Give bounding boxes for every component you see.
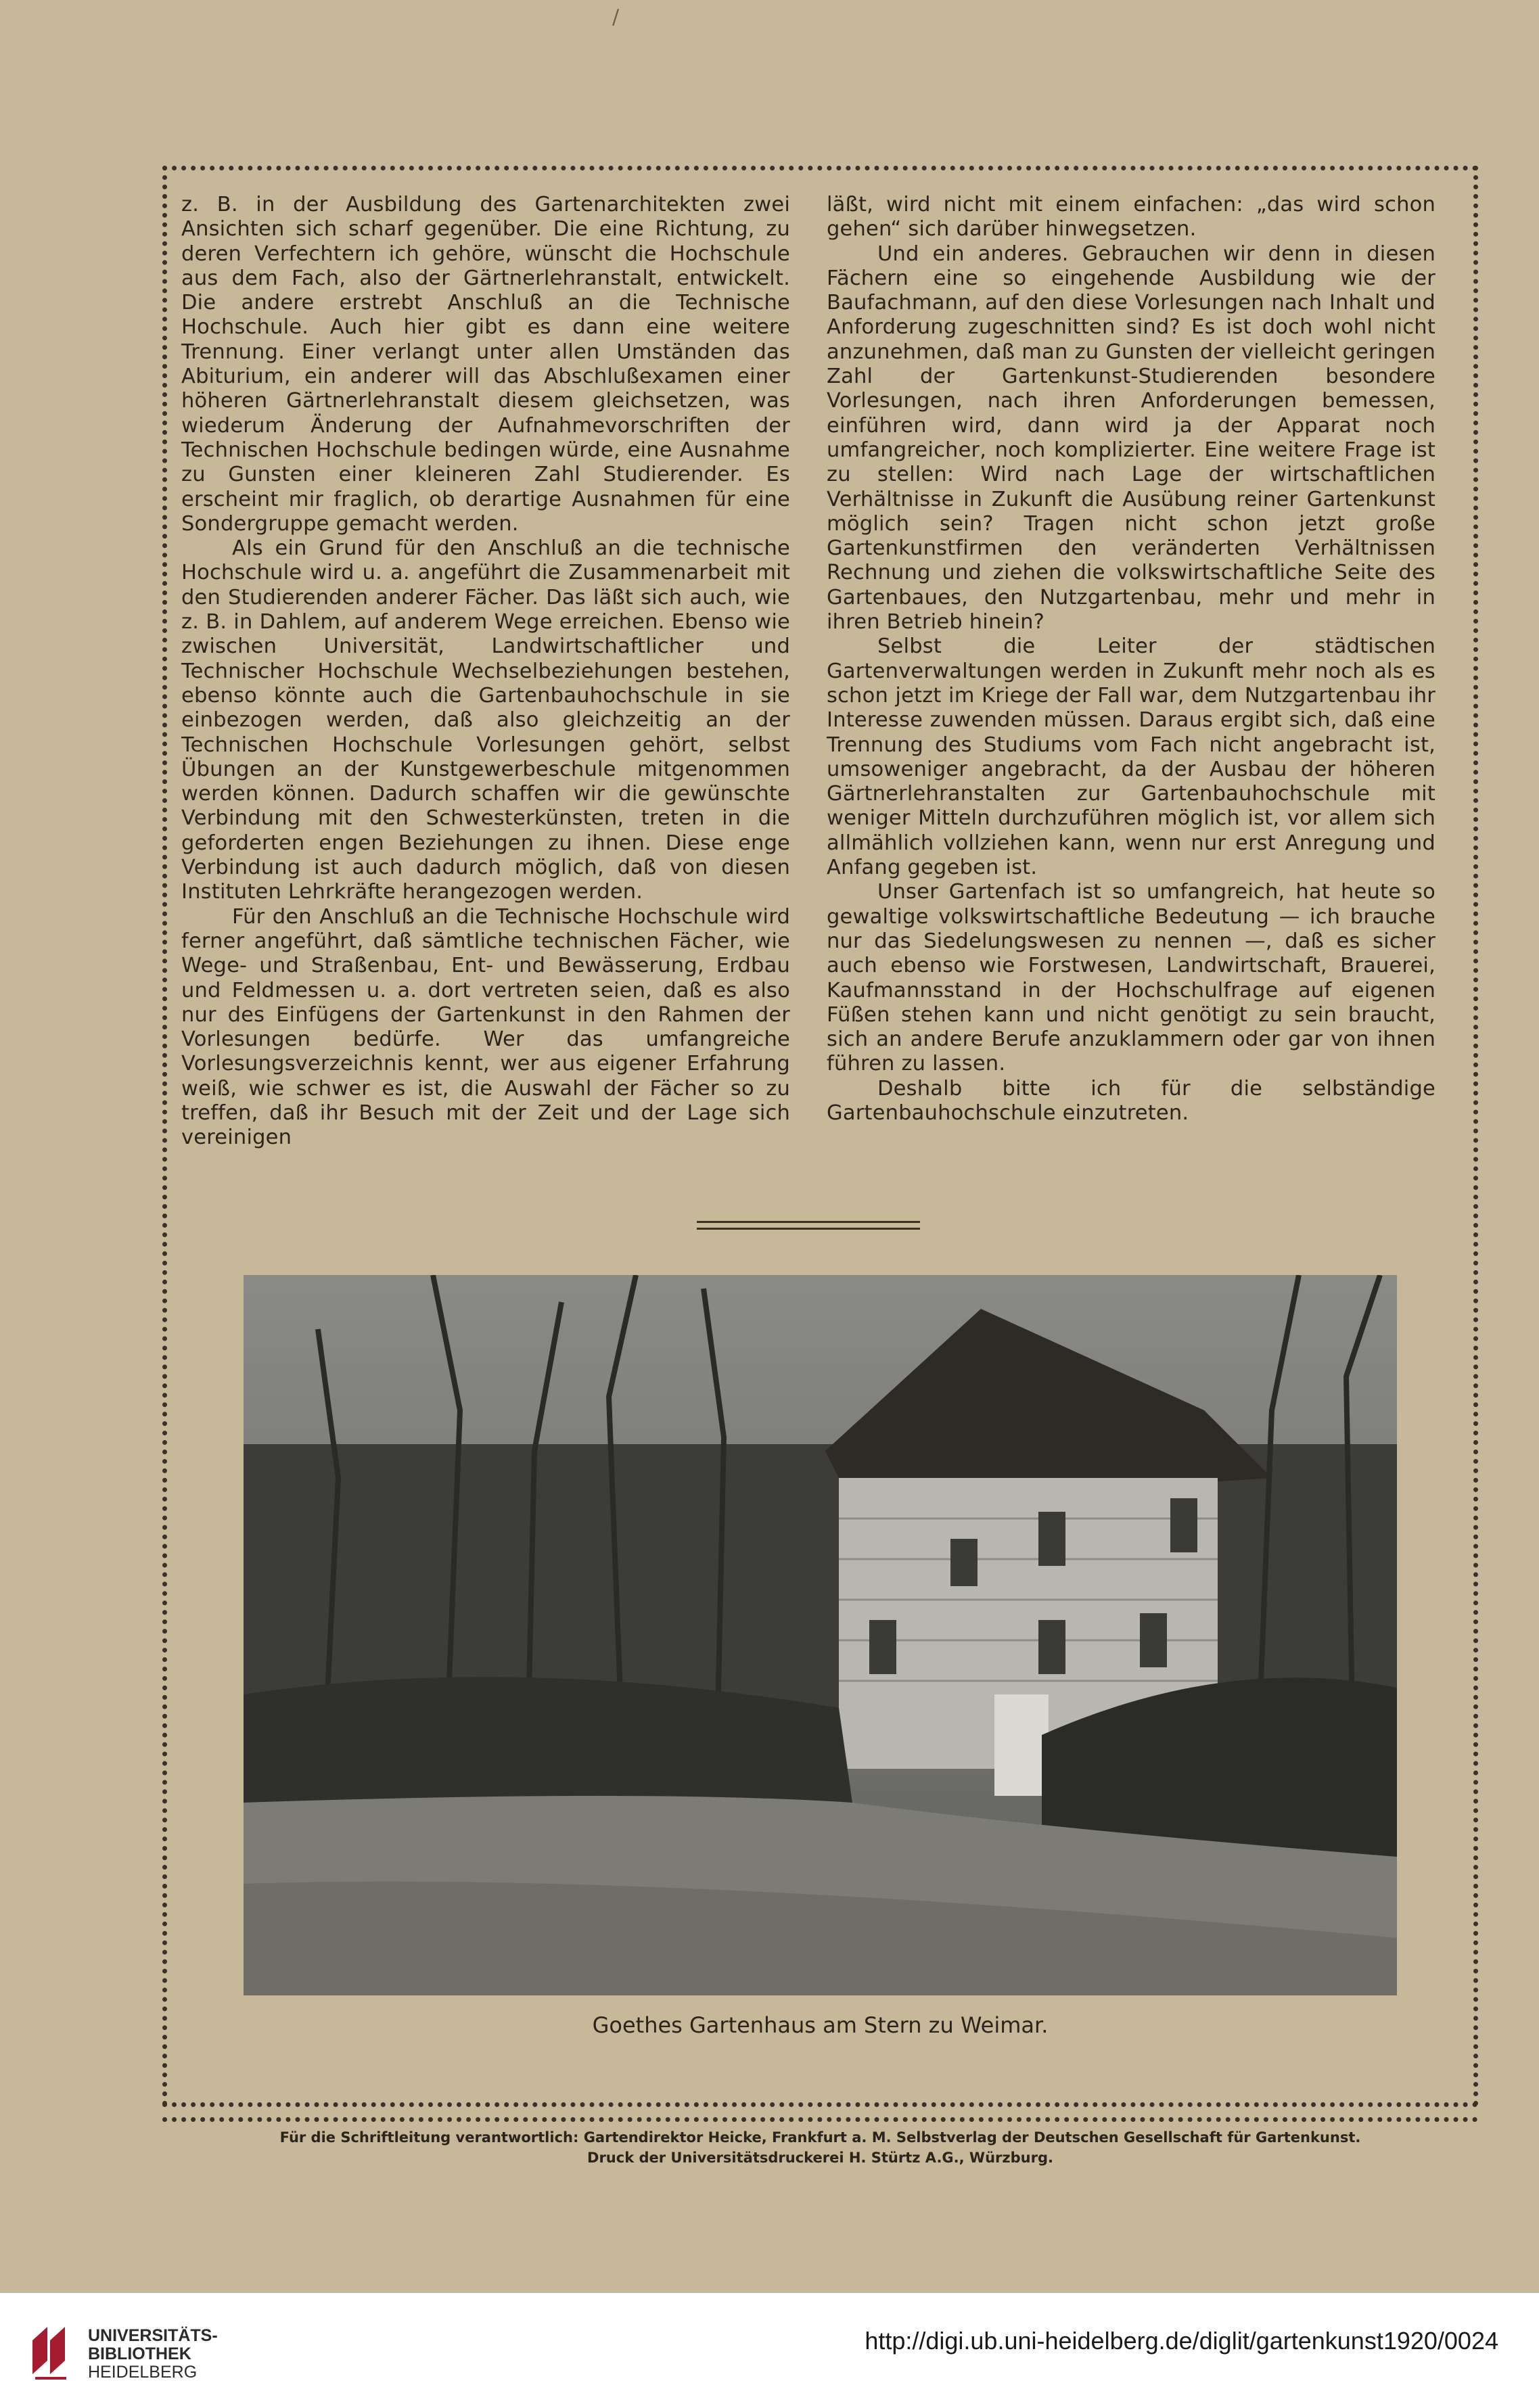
separator-rule bbox=[697, 1221, 920, 1223]
paragraph: Unser Gartenfach ist so umfangreich, hat heute so gewaltige volkswirtschaftliche Bedeutung — ich brauche nur das Siedelungswesen zu nennen —, daß es sicher auch ebenso wie Forstwesen, Landwirtschaft, Brauerei, Kaufmannsstand in der Hochschulfrage auf eigenen Füßen stehen kann und nicht genötigt zu sein braucht, sich an andere Berufe anzuklammern oder gar von ihnen führen zu lassen. bbox=[827, 880, 1435, 1076]
dotted-rule bbox=[162, 2117, 1478, 2122]
paragraph: Selbst die Leiter der städtischen Gartenverwaltungen werden in Zukunft mehr noch als es schon jetzt im Kriege der Fall war, dem Nutzgartenbau ihr Interesse zuwenden müssen. Daraus ergibt sich, daß eine Trennung des Studiums vom Fach nicht angebracht ist, umsoweniger angebracht, da der Ausbau der höheren Gärtnerlehranstalten zur Gartenbauhochschule mit weniger Mitteln durchzuführen möglich ist, vor allem sich allmählich vollziehen kann, wenn nur erst Anregung und Anfang gegeben ist. bbox=[827, 634, 1435, 880]
library-logo-icon bbox=[27, 2320, 74, 2381]
photograph-house-garden bbox=[244, 1275, 1397, 1995]
separator-rule bbox=[697, 1228, 920, 1230]
paragraph: Deshalb bitte ich für die selbständige Gartenbauhochschule einzutreten. bbox=[827, 1076, 1435, 1125]
imprint-line: Druck der Universitätsdruckerei H. Stürtz A.G., Würzburg. bbox=[587, 2150, 1053, 2166]
photo-caption: Goethes Gartenhaus am Stern zu Weimar. bbox=[592, 2012, 1049, 2038]
source-url-link[interactable]: http://digi.ub.uni-heidelberg.de/diglit/gartenkunst1920/0024 bbox=[865, 2327, 1498, 2355]
library-name bbox=[88, 2327, 218, 2382]
imprint-line: Für die Schriftleitung verantwortlich: Gartendirektor Heicke, Frankfurt a. M. Selbstverlag der Deutschen Gesellschaft für Gartenkunst. bbox=[279, 2129, 1361, 2146]
library-name-line: UNIVERSITÄTS- bbox=[88, 2326, 218, 2345]
library-name-line: BIBLIOTHEK bbox=[88, 2344, 191, 2363]
library-footer bbox=[0, 2293, 1539, 2408]
photo-illustration bbox=[244, 1275, 1397, 1995]
paragraph: Als ein Grund für den Anschluß an die technische Hochschule wird u. a. angeführt die Zusammenarbeit mit den Studierenden anderer Fächer. Das läßt sich auch, wie z. B. in Dahlem, auf anderem Wege erreichen. Ebenso wie zwischen Universität, Landwirtschaftlicher und Technischer Hochschule Wechselbeziehungen bestehen, ebenso könnte auch die Gartenbauhochschule in sie einbezogen werden, daß also gleichzeitig an der Technischen Hochschule Vorlesungen gehört, selbst Übungen an der Kunstgewerbeschule mitgenommen werden können. Dadurch schaffen wir die gewünschte Verbindung mit den Schwesterkünsten, treten in die geforderten engen Beziehungen zu ihnen. Diese enge Verbindung ist auch dadurch möglich, daß von diesen Instituten Lehrkräfte herangezogen werden. bbox=[181, 536, 790, 904]
library-name-line: HEIDELBERG bbox=[88, 2363, 198, 2382]
right-column bbox=[827, 193, 1435, 1126]
page-mark: / bbox=[612, 5, 620, 29]
imprint bbox=[162, 2127, 1478, 2168]
paragraph: z. B. in der Ausbildung des Gartenarchitekten zwei Ansichten sich scharf gegenüber. Die eine Richtung, zu deren Verfechtern ich gehöre, wünscht die Hochschule aus dem Fach, also der Gärtnerlehranstalt, entwickelt. Die andere erstrebt Anschluß an die Technische Hochschule. Auch hier gibt es dann eine weitere Trennung. Einer verlangt unter allen Umständen das Abiturium, ein anderer will das Abschlußexamen einer höheren Gärtnerlehranstalt diesem gleichsetzen, was wiederum Änderung der Aufnahmevorschriften der Technischen Hochschule bedingen würde, eine Ausnahme zu Gunsten einer kleineren Zahl Studierender. Es erscheint mir fraglich, ob derartige Ausnahmen für eine Sondergruppe gemacht werden. bbox=[181, 193, 790, 536]
paragraph: Für den Anschluß an die Technische Hochschule wird ferner angeführt, daß sämtliche technischen Fächer, wie Wege- und Straßenbau, Ent- und Bewässerung, Erdbau und Feldmessen u. a. dort vertreten seien, daß es also nur des Einfügens der Gartenkunst in den Rahmen der Vorlesungen bedürfe. Wer das umfangreiche Vorlesungsverzeichnis kennt, wer aus eigener Erfahrung weiß, wie schwer es ist, die Auswahl der Fächer so zu treffen, daß ihr Besuch mit der Zeit und der Lage sich vereinigen bbox=[181, 904, 790, 1150]
paragraph: Und ein anderes. Gebrauchen wir denn in diesen Fächern eine so eingehende Ausbildung wie der Baufachmann, auf den diese Vorlesungen nach Inhalt und Anforderung zugeschnitten sind? Es ist doch wohl nicht anzunehmen, daß man zu Gunsten der vielleicht geringen Zahl der Gartenkunst-Studierenden besondere Vorlesungen, nach ihren Anforderungen bemessen, einführen wird, dann wird ja der Apparat noch umfangreicher, noch komplizierter. Eine weitere Frage ist zu stellen: Wird nach Lage der wirtschaftlichen Verhältnisse in Zukunft die Ausübung reiner Gartenkunst möglich sein? Tragen nicht schon jetzt große Gartenkunstfirmen den veränderten Verhältnissen Rechnung und ziehen die volkswirtschaftliche Seite des Gartenbaues, den Nutzgartenbau, mehr und mehr in ihren Betrieb hinein? bbox=[827, 241, 1435, 634]
paragraph: läßt, wird nicht mit einem einfachen: „das wird schon gehen“ sich darüber hinwegsetzen. bbox=[827, 193, 1435, 241]
left-column bbox=[181, 193, 790, 1151]
